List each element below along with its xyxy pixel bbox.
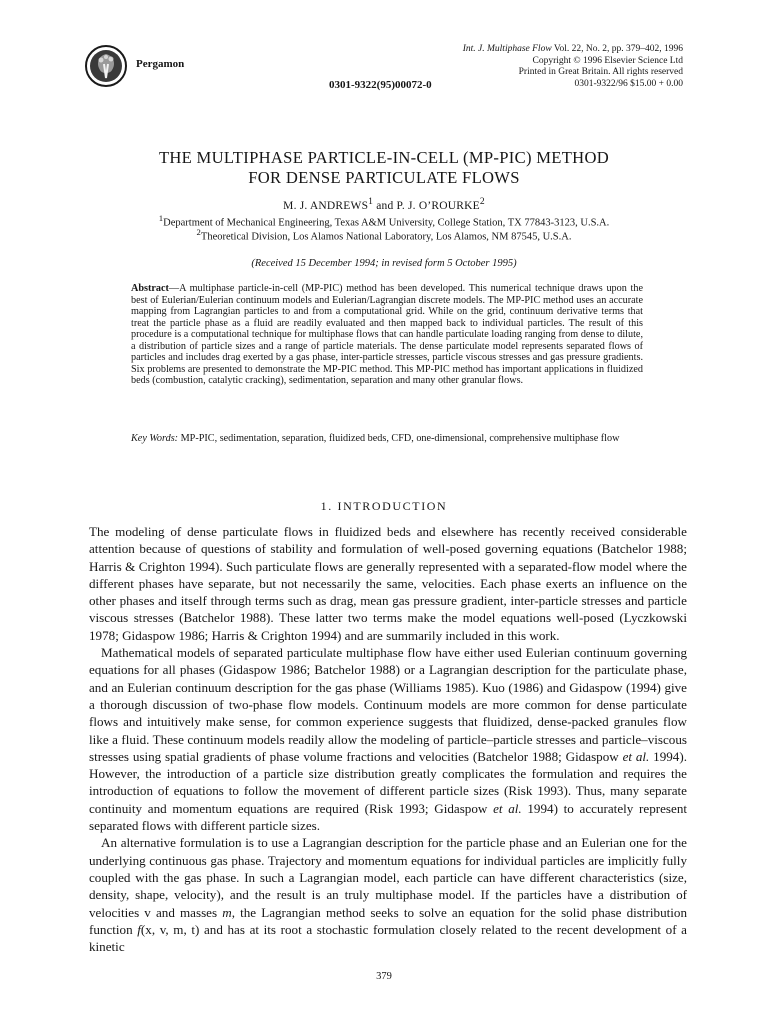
printed-line: Printed in Great Britain. All rights reserved xyxy=(518,67,683,78)
p3-m: m xyxy=(222,904,232,920)
publisher-name: Pergamon xyxy=(136,58,185,70)
volume-issue-pages: Vol. 22, No. 2, pp. 379–402, 1996 xyxy=(551,44,683,54)
article-title xyxy=(0,148,768,188)
received-dates: (Received 15 December 1994; in revised form 5 October 1995) xyxy=(251,258,517,269)
keywords-label: Key Words: xyxy=(131,433,179,444)
paragraph-3 xyxy=(89,834,687,955)
p2-etal-2: et al. xyxy=(493,800,522,816)
abstract xyxy=(131,283,643,387)
keywords xyxy=(131,433,643,445)
p2-part-a: Mathematical models of separated particulate multiphase flow have either used Eulerian continuum governing equations for all phases (Gidaspow 1986; Batchelor 1988) or a Lagrangian description for the particulate phase, and an Eulerian continuum description for the gas phase (Williams 1985). Kuo (1986) and Gidaspow (1994) give a thorough discussion of two-phase flow models. Continuum models are more common for dense particulate flows and intuitively make sense, for common experience suggests that fluidized, dense-packed granules flow like a fluid. These continuum models readily allow the modeling of particle–particle stresses and particle–viscous stresses using spatial gradients of phase volume fractions and velocities (Batchelor 1988; Gidaspow xyxy=(89,645,687,764)
authors xyxy=(0,196,768,212)
author1-sup: 1 xyxy=(368,196,374,207)
p2-part-b: 1994). However, the introduction of a particle size distribution greatly complicates the formulation and requires the introduction of equations to follow the movement of different particle sizes (Risk 1993). Thus, many separate continuity and momentum equations are required (Risk 1993; Gidaspow xyxy=(89,748,687,816)
body-text xyxy=(89,523,687,955)
p3-part-a: An alternative formulation is to use a Lagrangian description for the particle phase and an Eulerian one for the underlying continuous gas phase. Trajectory and momentum equations for individual particles are implicitly fully coupled with the gas phase. In such a Lagrangian model, each particle can have different characteristics (size, density, shape, velocity), and the result is an truly multiphase model. If the particles have a distribution of velocities v and masses xyxy=(89,835,687,920)
journal-info xyxy=(463,44,683,90)
p3-part-b: , the Lagrangian method seeks to solve an equation for the solid phase distribution function xyxy=(89,904,687,937)
title-line-1: THE MULTIPHASE PARTICLE-IN-CELL (MP-PIC) METHOD xyxy=(158,148,610,167)
p2-part-c: 1994) to accurately represent separated flows with different particle sizes. xyxy=(89,800,687,834)
affiliation1-text: Department of Mechanical Engineering, Texas A&M University, College Station, TX 77843-3123, U.S.A. xyxy=(163,217,610,229)
p2-etal-1: et al. xyxy=(622,748,650,764)
keywords-text: MP-PIC, sedimentation, separation, fluidized beds, CFD, one-dimensional, comprehensive multiphase flow xyxy=(178,433,620,444)
author-connector: and P. J. O’ROURKE xyxy=(373,199,480,212)
elsevier-tree-logo-icon xyxy=(84,44,128,88)
author-andrews: M. J. ANDREWS xyxy=(283,199,369,212)
page-number: 379 xyxy=(376,971,392,982)
copyright-line: Copyright © 1996 Elsevier Science Ltd xyxy=(532,55,683,66)
article-doi: 0301-9322(95)00072-0 xyxy=(329,79,432,91)
paragraph-1: The modeling of dense particulate flows in fluidized beds and elsewhere has recently received considerable attention because of questions of stability and formulation of well-posed governing equations (Batchelor 1988; Harris & Crighton 1994). Such particulate flows are generally represented with a separated-flow model where the different phases have separate, but not necessarily the same, velocities. Each phase exerts an influence on the other phases and itself through terms such as drag, mean gas pressure gradient, inter-particle stresses and particle viscous stresses (Batchelor 1988). These latter two terms make the model equations well-posed (Lyczkowski 1978; Gidaspow 1986; Harris & Crighton 1994) and are summarily included in this work. xyxy=(89,524,687,643)
journal-citation xyxy=(463,44,683,56)
p3-f: f xyxy=(137,921,141,937)
section-heading-introduction: 1. INTRODUCTION xyxy=(320,499,448,513)
affiliation2-text: Theoretical Division, Los Alamos National Laboratory, Los Alamos, NM 87545, U.S.A. xyxy=(200,231,572,243)
affiliation-2 xyxy=(0,227,768,243)
paragraph-2 xyxy=(89,644,687,834)
abstract-label: Abstract xyxy=(131,283,169,294)
journal-name: Int. J. Multiphase Flow xyxy=(462,44,552,54)
affiliation1-sup: 1 xyxy=(158,213,164,223)
title-line-2: FOR DENSE PARTICULATE FLOWS xyxy=(248,168,520,187)
author2-sup: 2 xyxy=(479,196,485,207)
p3-part-c: (x, v, m, t) and has at its root a stochastic formulation closely related to the recent development of a kinetic xyxy=(89,921,687,955)
abstract-text: —A multiphase particle-in-cell (MP-PIC) method has been developed. This numerical technique draws upon the best of Eulerian/Eulerian continuum models and Eulerian/Lagrangian discrete models. The MP-PIC method uses an accurate mapping from Lagrangian particles to and from a computational grid. While on the grid, continuum derivative terms that treat the particle phase as a fluid are readily evaluated and then mapped back to individual particles. The result of this procedure is a computational technique for multiphase flows that can handle particulate loading ranging from dense to dilute, a distribution of particle sizes and a range of particle materials. The dense particulate model represents separated flows of particles and includes drag exerted by a gas phase, inter-particle stresses, particle viscous stresses and gas pressure gradients. Six problems are presented to demonstrate the MP-PIC method. This MP-PIC method has important applications in fluidized beds (combustion, catalytic cracking), sedimentation, separation and many other granular flows. xyxy=(131,283,643,386)
affiliation2-sup: 2 xyxy=(196,227,201,237)
issn-price-line: 0301-9322/96 $15.00 + 0.00 xyxy=(574,78,683,89)
